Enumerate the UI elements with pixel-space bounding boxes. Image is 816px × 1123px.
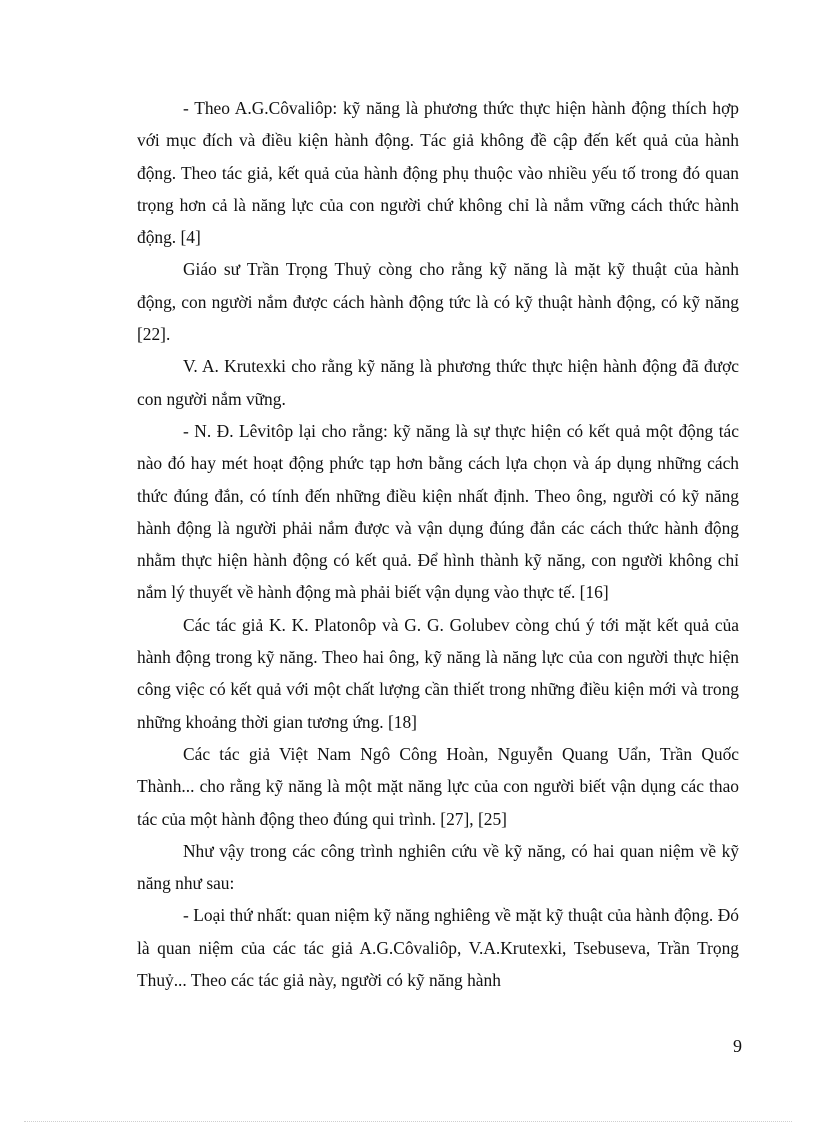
page-bottom-divider [24, 1121, 792, 1122]
paragraph-tran-trong-thuy: Giáo sư Trần Trọng Thuỷ còng cho rằng kỹ năng là mặt kỹ thuật của hành động, con người nắm được cách hành động tức là có kỹ thuật hành động, có kỹ năng [22]. [137, 259, 739, 345]
paragraph-two-views: Như vậy trong các công trình nghiên cứu về kỹ năng, có hai quan niệm về kỹ năng như sau: [137, 840, 739, 894]
page-body [137, 92, 739, 996]
paragraph-platonov-golubev: Các tác giả K. K. Platonôp và G. G. Golubev còng chú ý tới mặt kết quả của hành động trong kỹ năng. Theo hai ông, kỹ năng là năng lực của con người thực hiện công việc có kết quả với một chất lượng cần thiết trong những điều kiện mới và trong những khoảng thời gian tương ứng. [18] [137, 614, 739, 732]
paragraph-vietnamese-authors: Các tác giả Việt Nam Ngô Công Hoàn, Nguyễn Quang Uẩn, Trần Quốc Thành... cho rằng kỹ năng là một mặt năng lực của con người biết vận dụng các thao tác của một hành động theo đúng qui trình. [27], [25] [137, 743, 739, 829]
page-number: 9 [733, 1036, 742, 1056]
paragraph-levitov: - N. Đ. Lêvitôp lại cho rằng: kỹ năng là sự thực hiện có kết quả một động tác nào đó hay mét hoạt động phức tạp hơn bằng cách lựa chọn và áp dụng những cách thức đúng đắn, có tính đến những điều kiện nhất định. Theo ông, người có kỹ năng hành động là người phải nắm được và vận dụng đúng đắn các cách thức hành động nhằm thực hiện hành động có kết quả. Để hình thành kỹ năng, con người không chỉ nắm lý thuyết về hành động mà phải biết vận dụng vào thực tế. [16] [137, 420, 739, 603]
paragraph-kovaliov: - Theo A.G.Côvaliôp: kỹ năng là phương thức thực hiện hành động thích hợp với mục đích và điều kiện hành động. Tác giả không đề cập đến kết quả của hành động. Theo tác giả, kết quả của hành động phụ thuộc vào nhiều yếu tố trong đó quan trọng hơn cả là năng lực của con người chứ không chỉ là nắm vững cách thức hành động. [4] [137, 98, 739, 248]
paragraph-first-type: - Loại thứ nhất: quan niệm kỹ năng nghiêng về mặt kỹ thuật của hành động. Đó là quan niệm của các tác giả A.G.Côvaliôp, V.A.Krutexki, Tsebuseva, Trần Trọng Thuỷ... Theo các tác giả này, người có kỹ năng hành [137, 905, 739, 991]
paragraph-krutexki: V. A. Krutexki cho rằng kỹ năng là phương thức thực hiện hành động đã được con người nắm vững. [137, 356, 739, 409]
